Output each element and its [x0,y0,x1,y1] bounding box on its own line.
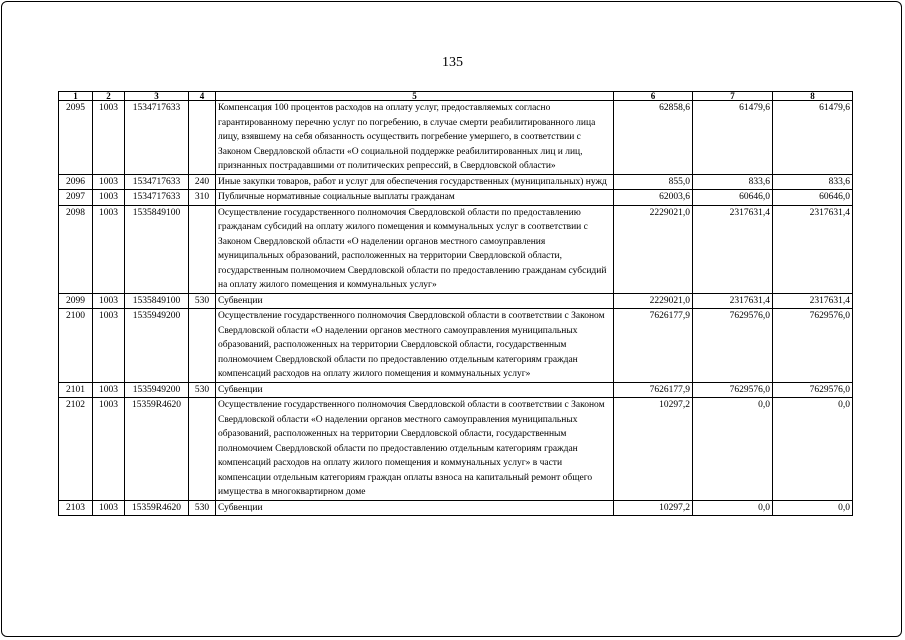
expense-type-code [189,398,216,501]
target-article-code: 15359R4620 [125,500,189,516]
amount-col-7: 7629576,0 [693,382,773,398]
item-name: Субвенции [216,382,614,398]
target-article-code: 1534717633 [125,101,189,175]
amount-col-6: 855,0 [614,174,693,190]
table-row [59,190,853,206]
table-row [59,293,853,309]
expense-type-code: 240 [189,174,216,190]
header-col-7: 7 [693,92,773,101]
table-row [59,309,853,383]
table-row [59,205,853,293]
expense-type-code [189,309,216,383]
expense-type-code [189,101,216,175]
amount-col-7: 61479,6 [693,101,773,175]
amount-col-8: 0,0 [773,398,853,501]
item-name: Осуществление государственного полномочия Свердловской области в соответствии с Законом Свердловской области «О наделении органов местного самоуправления муниципальных образований, расположенных на территории Свердловской области, государственным полномочием Свердловской области по предоставлению отдельным категориям граждан компенсаций расходов на оплату жилого помещения и коммунальных услуг» в части компенсации отдельным категориям граждан оплаты взноса на капитальный ремонт общего имущества в многоквартирном доме [216,398,614,501]
row-number: 2096 [59,174,93,190]
section-code: 1003 [93,101,125,175]
table-row [59,398,853,501]
section-code: 1003 [93,500,125,516]
target-article-code: 1535849100 [125,293,189,309]
target-article-code: 1535949200 [125,309,189,383]
item-name: Осуществление государственного полномочия Свердловской области по предоставлению гражданам субсидий на оплату жилого помещения и коммунальных услуг в соответствии с Законом Свердловской области «О наделении органов местного самоуправления муниципальных образований, расположенных на территории Свердловской области, государственным полномочием Свердловской области по предоставлению гражданам субсидий на оплату жилого помещения и коммунальных услуг» [216,205,614,293]
amount-col-8: 60646,0 [773,190,853,206]
header-col-2: 2 [93,92,125,101]
row-number: 2098 [59,205,93,293]
item-name: Публичные нормативные социальные выплаты гражданам [216,190,614,206]
item-name: Осуществление государственного полномочия Свердловской области в соответствии с Законом Свердловской области «О наделении органов местного самоуправления муниципальных образований, расположенных на территории Свердловской области, государственным полномочием Свердловской области по предоставлению отдельным категориям граждан компенсаций расходов на оплату жилого помещения и коммунальных услуг» [216,309,614,383]
section-code: 1003 [93,174,125,190]
amount-col-8: 7629576,0 [773,382,853,398]
header-col-6: 6 [614,92,693,101]
amount-col-7: 60646,0 [693,190,773,206]
amount-col-8: 7629576,0 [773,309,853,383]
target-article-code: 1535849100 [125,205,189,293]
section-code: 1003 [93,398,125,501]
amount-col-7: 2317631,4 [693,293,773,309]
header-row [59,92,853,101]
item-name: Компенсация 100 процентов расходов на оплату услуг, предоставляемых согласно гарантированному перечню услуг по погребению, в случае смерти реабилитированного лица лицу, взявшему на себя обязанность осуществить погребение умершего, в соответствии с Законом Свердловской области «О социальной поддержке реабилитированных лиц и лиц, признанных пострадавшими от политических репрессий, в Свердловской области» [216,101,614,175]
amount-col-7: 833,6 [693,174,773,190]
amount-col-7: 0,0 [693,398,773,501]
amount-col-8: 61479,6 [773,101,853,175]
target-article-code: 1534717633 [125,174,189,190]
expense-type-code [189,205,216,293]
expense-type-code: 530 [189,293,216,309]
row-number: 2103 [59,500,93,516]
target-article-code: 1534717633 [125,190,189,206]
page-number: 135 [442,55,463,70]
header-col-1: 1 [59,92,93,101]
amount-col-6: 7626177,9 [614,382,693,398]
table-row [59,101,853,175]
section-code: 1003 [93,205,125,293]
expense-type-code: 530 [189,500,216,516]
target-article-code: 15359R4620 [125,398,189,501]
expense-type-code: 310 [189,190,216,206]
row-number: 2099 [59,293,93,309]
amount-col-7: 2317631,4 [693,205,773,293]
amount-col-8: 833,6 [773,174,853,190]
amount-col-6: 62858,6 [614,101,693,175]
header-col-8: 8 [773,92,853,101]
header-col-5: 5 [216,92,614,101]
table-row [59,382,853,398]
amount-col-8: 2317631,4 [773,293,853,309]
section-code: 1003 [93,190,125,206]
expense-type-code: 530 [189,382,216,398]
section-code: 1003 [93,293,125,309]
row-number: 2097 [59,190,93,206]
section-code: 1003 [93,382,125,398]
amount-col-6: 2229021,0 [614,205,693,293]
amount-col-7: 0,0 [693,500,773,516]
row-number: 2095 [59,101,93,175]
amount-col-8: 2317631,4 [773,205,853,293]
amount-col-8: 0,0 [773,500,853,516]
amount-col-6: 10297,2 [614,398,693,501]
header-col-3: 3 [125,92,189,101]
amount-col-6: 10297,2 [614,500,693,516]
amount-col-6: 7626177,9 [614,309,693,383]
row-number: 2101 [59,382,93,398]
section-code: 1003 [93,309,125,383]
item-name: Субвенции [216,500,614,516]
item-name: Субвенции [216,293,614,309]
row-number: 2102 [59,398,93,501]
amount-col-7: 7629576,0 [693,309,773,383]
table-row [59,174,853,190]
target-article-code: 1535949200 [125,382,189,398]
header-col-4: 4 [189,92,216,101]
amount-col-6: 2229021,0 [614,293,693,309]
row-number: 2100 [59,309,93,383]
budget-table [58,91,853,516]
amount-col-6: 62003,6 [614,190,693,206]
table-row [59,500,853,516]
item-name: Иные закупки товаров, работ и услуг для обеспечения государственных (муниципальных) нужд [216,174,614,190]
